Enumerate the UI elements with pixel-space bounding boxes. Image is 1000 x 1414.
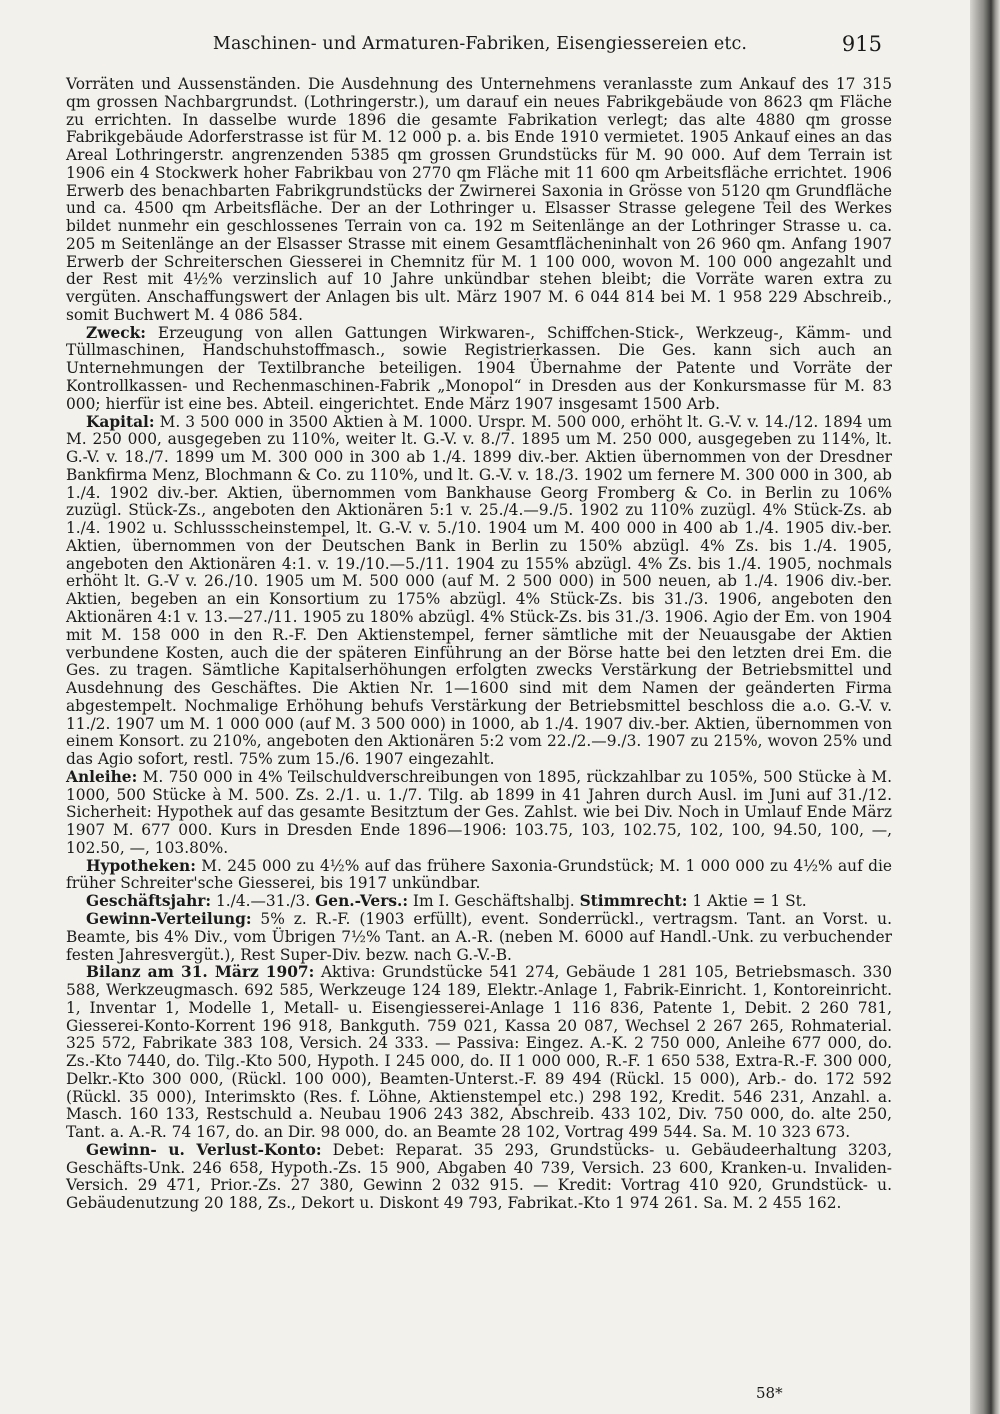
zweck-text: Erzeugung von allen Gattungen Wirkwaren-, Schiffchen-Stick-, Werkzeug-, Kämm- und Tüllmaschinen, Handschuhstoffmasch., sowie Registrierkassen. Die Ges. kann sich auch an Unternehmungen der Textilbranche beteiligen. 1904 Übernahme der Patente und Vorräte der Kontrollkassen- und Rechenmaschinen-Fabrik „Monopol“ in Dresden aus der Konkursmasse für M. 83 000; hierfür ist eine bes. Abteil. eingerichtet. Ende März 1907 insgesamt 1500 Arb. xyxy=(66,323,892,413)
signature-mark: 58* xyxy=(756,1384,783,1402)
bilanz-label: Bilanz am 31. März 1907: xyxy=(86,963,315,982)
page-number: 915 xyxy=(841,32,882,56)
kapital-label: Kapital: xyxy=(86,412,155,431)
paragraph-geschaeftsjahr xyxy=(66,893,892,911)
anleihe-label: Anleihe: xyxy=(66,767,138,786)
gen-vers-text: Im I. Geschäftshalbj. xyxy=(408,892,580,911)
document-body xyxy=(66,76,892,1213)
anleihe-text: M. 750 000 in 4% Teilschuldverschreibungen von 1895, rückzahlbar zu 105%, 500 Stücke à M. 1000, 500 Stücke à M. 500. Zs. 2./1. u. 1./7. Tilg. ab 1899 in 41 Jahren durch Ausl. im Juni auf 31./12. Sicherheit: Hypothek auf das gesamte Besitztum der Ges. Zahlst. wie bei Div. Noch in Umlauf Ende März 1907 M. 677 000. Kurs in Dresden Ende 1896—1906: 103.75, 103, 102.75, 102, 100, 94.50, 100, —, 102.50, —, 103.80%. xyxy=(66,767,892,857)
paragraph-kapital xyxy=(66,414,892,769)
paragraph-vorraete xyxy=(66,76,892,325)
gewinn-verteilung-label: Gewinn-Verteilung: xyxy=(86,909,252,928)
running-title: Maschinen- und Armaturen-Fabriken, Eisengiessereien etc. xyxy=(212,34,748,54)
gewinn-verlust-text: Debet: Reparat. 35 293, Grundstücks- u. Gebäudeerhaltung 3203, Geschäfts-Unk. 246 658, Hypoth.-Zs. 15 900, Abgaben 40 739, Versich. 23 600, Kranken-u. Invaliden-Versich. 29 471, Prior.-Zs. 27 380, Gewinn 2 032 915. — Kredit: Vortrag 410 920, Grundstück- u. Gebäudenutzung 20 188, Zs., Dekort u. Diskont 49 793, Fabrikat.-Kto 1 974 261. Sa. M. 2 455 162. xyxy=(66,1140,892,1213)
gewinn-verlust-label: Gewinn- u. Verlust-Konto: xyxy=(86,1140,322,1159)
page-header xyxy=(70,34,890,60)
geschaeftsjahr-text: 1./4.—31./3. xyxy=(211,892,316,911)
paragraph-gewinn-verteilung xyxy=(66,911,892,964)
geschaeftsjahr-label: Geschäftsjahr: xyxy=(86,892,212,911)
paragraph-vorraete-text: Vorräten und Aussenständen. Die Ausdehnung des Unternehmens veranlasste zum Ankauf des 17 315 qm grossen Nachbargrundst. (Lothringerstr.), um darauf ein neues Fabrikgebäude von 8623 qm Fläche zu errichten. In dasselbe wurde 1896 die gesamte Fabrikation verlegt; das alte 4880 qm grosse Fabrikgebäude Adorferstrasse ist für M. 12 000 p. a. bis Ende 1910 vermietet. 1905 Ankauf eines an das Areal Lothringerstr. angrenzenden 5385 qm grossen Grundstücks für M. 90 000. Auf dem Terrain ist 1906 ein 4 Stockwerk hoher Fabrikbau von 2770 qm Fläche mit 11 600 qm Arbeitsfläche errichtet. 1906 Erwerb des benachbarten Fabrikgrundstücks der Zwirnerei Saxonia in Grösse von 5120 qm Grundfläche und ca. 4500 qm Arbeitsfläche. Der an der Lothringer u. Elsasser Strasse gelegene Teil des Werkes bildet nunmehr ein geschlossenes Terrain von ca. 192 m Seitenlänge an der Lothringer Strasse u. ca. 205 m Seitenlänge an der Elsasser Strasse mit einem Gesamtflächeninhalt von 26 960 qm. Anfang 1907 Erwerb der Schreiterschen Giesserei in Chemnitz für M. 1 100 000, wovon M. 100 000 angezahlt und der Rest mit 4½% verzinslich auf 10 Jahre unkündbar stehen bleibt; die Vorräte waren extra zu vergüten. Anschaffungswert der Anlagen bis ult. März 1907 M. 6 044 814 bei M. 1 958 229 Abschreib., somit Buchwert M. 4 086 584. xyxy=(66,75,892,324)
hypotheken-label: Hypotheken: xyxy=(86,856,196,875)
paragraph-zweck xyxy=(66,325,892,414)
bilanz-text: Aktiva: Grundstücke 541 274, Gebäude 1 281 105, Betriebsmasch. 330 588, Werkzeugmasch. 692 585, Werkzeuge 124 189, Elektr.-Anlage 1, Fabrik-Einricht. 1, Kontoreinricht. 1, Inventar 1, Modelle 1, Metall- u. Eisengiesserei-Anlage 1 116 836, Patente 1, Debit. 2 260 781, Giesserei-Konto-Korrent 196 918, Bankguth. 759 021, Kassa 20 087, Wechsel 2 267 265, Rohmaterial. 325 572, Fabrikate 383 108, Versich. 24 333. — Passiva: Eingez. A.-K. 2 750 000, Anleihe 677 000, do. Zs.-Kto 7440, do. Tilg.-Kto 500, Hypoth. I 245 000, do. II 1 000 000, R.-F. 1 650 538, Extra-R.-F. 300 000, Delkr.-Kto 300 000, (Rückl. 100 000), Beamten-Unterst.-F. 89 494 (Rückl. 15 000), Arb.- do. 172 592 (Rückl. 35 000), Interimskto (Res. f. Löhne, Aktienstempel etc.) 298 192, Kredit. 546 231, Anzahl. a. Masch. 160 133, Restschuld a. Neubau 1906 243 382, Abschreib. 433 102, Div. 750 000, do. alte 250, Tant. a. A.-R. 74 167, do. an Dir. 98 000, do. an Beamte 28 102, Vortrag 499 544. Sa. M. 10 323 673. xyxy=(66,963,893,1142)
stimmrecht-label: Stimmrecht: xyxy=(579,892,688,911)
kapital-text: M. 3 500 000 in 3500 Aktien à M. 1000. Urspr. M. 500 000, erhöht lt. G.-V. v. 14./12. 1894 um M. 250 000, ausgegeben zu 110%, weiter lt. G.-V. v. 8./7. 1895 um M. 250 000, ausgegeben zu 114%, lt. G.-V. v. 18./7. 1899 um M. 300 000 in 300 ab 1./4. 1899 div.-ber. Aktien übernommen von der Dresdner Bankfirma Menz, Blochmann & Co. zu 110%, und lt. G.-V. v. 18./3. 1902 um fernere M. 300 000 in 300, ab 1./4. 1902 div.-ber. Aktien, übernommen vom Bankhause Georg Fromberg & Co. in Berlin zu 106% zuzügl. Stück-Zs., angeboten den Aktionären 5:1 v. 25./4.—9./5. 1902 zu 110% zuzügl. 4% Stück-Zs. ab 1./4. 1902 u. Schlussscheinstempel, lt. G.-V. v. 5./10. 1904 um M. 400 000 in 400 ab 1./4. 1905 div.-ber. Aktien, übernommen von der Deutschen Bank in Berlin zu 150% abzügl. 4% Zs. bis 1./4. 1905, angeboten den Aktionären 4:1. v. 19./10.—5./11. 1904 zu 155% abzügl. 4% Zs. bis 1./4. 1905, nochmals erhöht lt. G.-V v. 26./10. 1905 um M. 500 000 (auf M. 2 500 000) in 500 neuen, ab 1./4. 1906 div.-ber. Aktien, begeben an ein Konsortium zu 175% abzügl. 4% Stück-Zs. bis 31./3. 1906, angeboten den Aktionären 4:1 v. 13.—27./11. 1905 zu 180% abzügl. 4% Stück-Zs. bis 31./3. 1906. Agio der Em. von 1904 mit M. 158 000 in den R.-F. Den Aktienstempel, ferner sämtliche mit der Neuausgabe der Aktien verbundene Kosten, auch die der späteren Einführung an der Börse hatte bei den letzten drei Em. die Ges. zu tragen. Sämtliche Kapitalserhöhungen erfolgten zwecks Verstärkung der Betriebsmittel und Ausdehnung des Geschäftes. Die Aktien Nr. 1—1600 sind mit dem Namen der geänderten Firma abgestempelt. Nochmalige Erhöhung behufs Verstärkung der Betriebsmittel beschloss die a.o. G.-V. v. 11./2. 1907 um M. 1 000 000 (auf M. 3 500 000) in 1000, ab 1./4. 1907 div.-ber. Aktien, übernommen von einem Konsort. zu 210%, angeboten den Aktionären 5:2 vom 22./2.—9./3. 1907 zu 215%, wovon 25% und das Agio sofort, restl. 75% zum 15./6. 1907 eingezahlt. xyxy=(66,412,892,769)
gen-vers-label: Gen.-Vers.: xyxy=(315,892,409,911)
stimmrecht-text: 1 Aktie = 1 St. xyxy=(687,892,807,911)
page-binding-edge xyxy=(970,0,1000,1414)
paragraph-bilanz xyxy=(66,964,892,1142)
paragraph-anleihe xyxy=(66,769,892,858)
paragraph-hypotheken xyxy=(66,858,892,894)
zweck-label: Zweck: xyxy=(86,323,146,342)
hypotheken-text: M. 245 000 zu 4½% auf das frühere Saxonia-Grundstück; M. 1 000 000 zu 4½% auf die früher Schreiter'sche Giesserei, bis 1917 unkündbar. xyxy=(66,856,892,893)
paragraph-gewinn-verlust xyxy=(66,1142,892,1213)
gewinn-verteilung-text: 5% z. R.-F. (1903 erfüllt), event. Sonderrückl., vertragsm. Tant. an Vorst. u. Beamte, bis 4% Div., vom Übrigen 7½% Tant. an A.-R. (neben M. 6000 auf Handl.-Unk. zu verbuchender festen Jahresvergüt.), Rest Super-Div. bezw. nach G.-V.-B. xyxy=(66,909,892,964)
